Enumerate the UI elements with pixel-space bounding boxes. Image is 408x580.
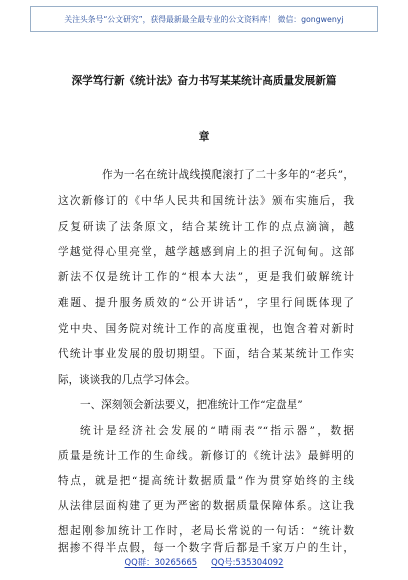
paragraph-line: 质量是统计工作的生命线。新修订的《统计法》最鲜明的 bbox=[58, 450, 354, 462]
paragraph-line: 反复研读了法条原文，结合某统计工作的点点滴滴，越 bbox=[58, 221, 354, 233]
footer-contacts bbox=[0, 556, 408, 568]
paragraph-line: 想起刚参加统计工作时，老局长常说的一句话：“统计数 bbox=[58, 525, 354, 537]
paragraph-line: 学越觉得心里亮堂，越学越感到肩上的担子沉甸甸。这部 bbox=[58, 246, 354, 258]
paragraph-line: 这次新修订的《中华人民共和国统计法》颁布实施后，我 bbox=[58, 195, 354, 207]
section-heading: 一、深刻领会新法要义，把准统计工作“定盘星” bbox=[80, 399, 303, 411]
document-title-continued: 章 bbox=[198, 131, 210, 143]
paragraph-line: 特点，就是把“提高统计数据质量”作为贯穿始终的主线 bbox=[58, 475, 354, 487]
paragraph-line: 代统计事业发展的殷切期望。下面，结合某某统计工作实 bbox=[58, 348, 354, 360]
header-banner bbox=[30, 6, 378, 32]
qq-group-link[interactable]: QQ群：30265665 bbox=[124, 557, 198, 567]
paragraph-line: 难题、提升服务质效的“公开讲话”，字里行间既体现了 bbox=[58, 297, 354, 309]
paragraph-line: 从法律层面构建了更为严密的数据质量保障体系。这让我 bbox=[58, 500, 354, 512]
paragraph-line: 党中央、国务院对统计工作的高度重视，也饱含着对新时 bbox=[58, 323, 354, 335]
paragraph-line: 际，谈谈我的几点学习体会。 bbox=[58, 374, 196, 386]
document-title: 深学笃行新《统计法》奋力书写某某统计高质量发展新篇 bbox=[71, 75, 337, 87]
paragraph-line: 据掺不得半点假，每一个数字背后都是千家万户的生计， bbox=[58, 542, 354, 554]
paragraph-line: 作为一名在统计战线摸爬滚打了二十多年的“老兵”， bbox=[102, 169, 354, 181]
qq-number-link[interactable]: QQ号:535304092 bbox=[211, 557, 284, 567]
paragraph-line: 新法不仅是统计工作的“根本大法”，更是我们破解统计 bbox=[58, 271, 354, 283]
paragraph-line: 统计是经济社会发展的“晴雨表”“指示器”，数据 bbox=[80, 425, 354, 437]
header-banner-text: 关注头条号“公文研究”，获得最新最全最专业的公文资料库！ 微信：gongwenyj bbox=[64, 14, 344, 24]
